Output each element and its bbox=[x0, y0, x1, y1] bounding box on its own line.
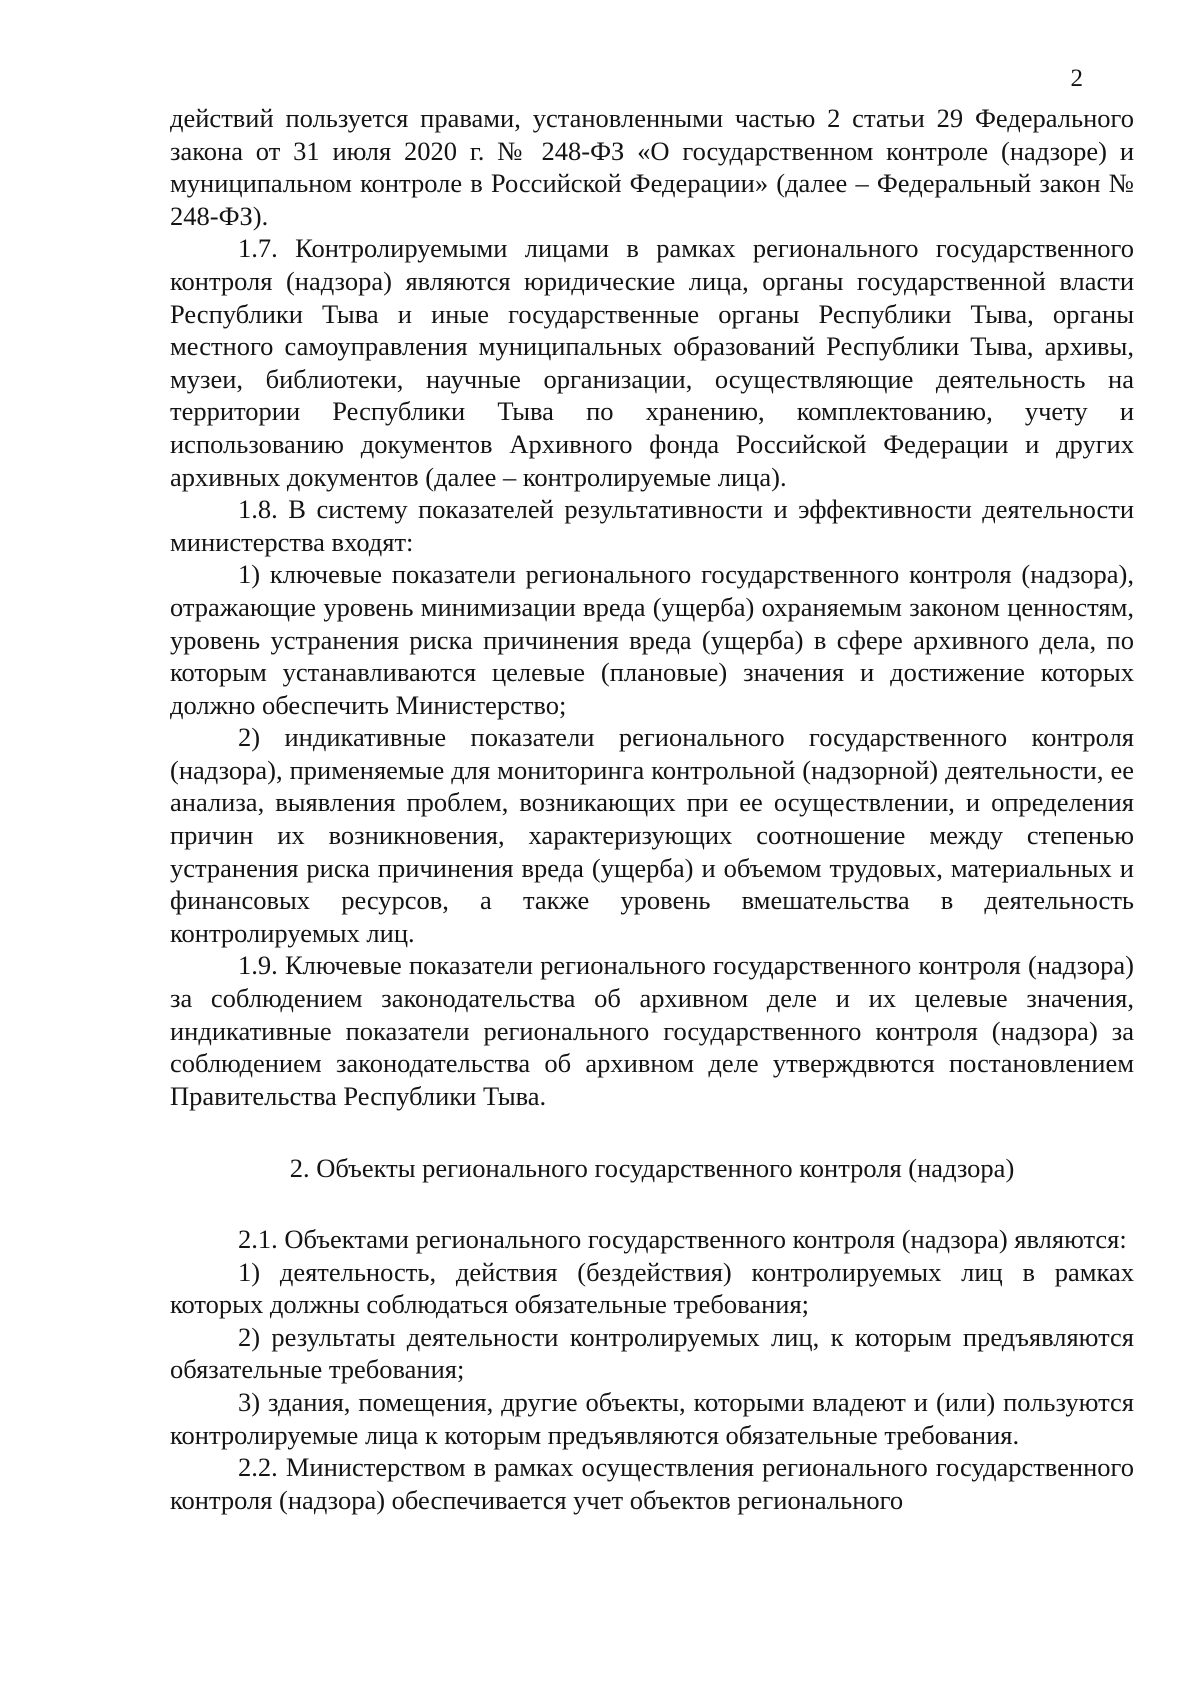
paragraph-1-8-item-2: 2) индикативные показатели регионального государственного контроля (надзора), применяемые для мониторинга контрольной (надзорной) деятельности, ее анализа, выявления проблем, возникающих при ее осуществлении, и определения причин их возникновения, характеризующих соотношение между степенью устранения риска причинения вреда (ущерба) и объемом трудовых, материальных и финансовых ресурсов, а также уровень вмешательства в деятельность контролируемых лиц. bbox=[170, 722, 1134, 948]
paragraph-1-8: 1.8. В систему показателей результативности и эффективности деятельности министерства входят: bbox=[170, 494, 1134, 557]
paragraph-2-1: 2.1. Объектами регионального государственного контроля (надзора) являются: bbox=[238, 1224, 1127, 1254]
paragraph-2-1-item-1: 1) деятельность, действия (бездействия) контролируемых лиц в рамках которых должны соблюдаться обязательные требования; bbox=[170, 1256, 1134, 1320]
paragraph-2-1-item-3: 3) здания, помещения, другие объекты, которыми владеют и (или) пользуются контролируемые лица к которым предъявляются обязательные требования. bbox=[170, 1386, 1134, 1450]
section-2-heading: 2. Объекты регионального государственного контроля (надзора) bbox=[289, 1153, 1015, 1184]
document-body bbox=[170, 102, 1134, 1516]
paragraph-continuation: действий пользуется правами, установленными частью 2 статьи 29 Федерального закона от 31 июля 2020 г. № 248-ФЗ «О государственном контроле (надзоре) и муниципальном контроле в Российской Федерации» (далее – Федеральный закон № 248-ФЗ). bbox=[170, 103, 1134, 231]
page-number: 2 bbox=[1070, 65, 1083, 92]
paragraph-1-8-item-1: 1) ключевые показатели регионального государственного контроля (надзора), отражающие уровень минимизации вреда (ущерба) охраняемым законом ценностям, уровень устранения риска причинения вреда (ущерба) в сфере архивного дела, по которым устанавливаются целевые (плановые) значения и достижение которых должно обеспечить Министерство; bbox=[170, 559, 1134, 720]
paragraph-1-7: 1.7. Контролируемыми лицами в рамках регионального государственного контроля (надзора) являются юридические лица, органы государственной власти Республики Тыва и иные государственные органы Республики Тыва, органы местного самоуправления муниципальных образований Республики Тыва, архивы, музеи, библиотеки, научные организации, осуществляющие деятельность на территории Республики Тыва по хранению, комплектованию, учету и использованию документов Архивного фонда Российской Федерации и других архивных документов (далее – контролируемые лица). bbox=[170, 233, 1134, 492]
paragraph-2-2: 2.2. Министерством в рамках осуществления регионального государственного контроля (надзора) обеспечивается учет объектов регионального bbox=[170, 1452, 1134, 1515]
paragraph-1-9: 1.9. Ключевые показатели регионального государственного контроля (надзора) за соблюдением законодательства об архивном деле и их целевые значения, индикативные показатели регионального государственного контроля (надзора) за соблюдением законодательства об архивном деле утверждвются постановлением Правительства Республики Тыва. bbox=[170, 950, 1134, 1111]
paragraph-2-1-item-2: 2) результаты деятельности контролируемых лиц, к которым предъявляются обязательные требования; bbox=[170, 1321, 1134, 1385]
